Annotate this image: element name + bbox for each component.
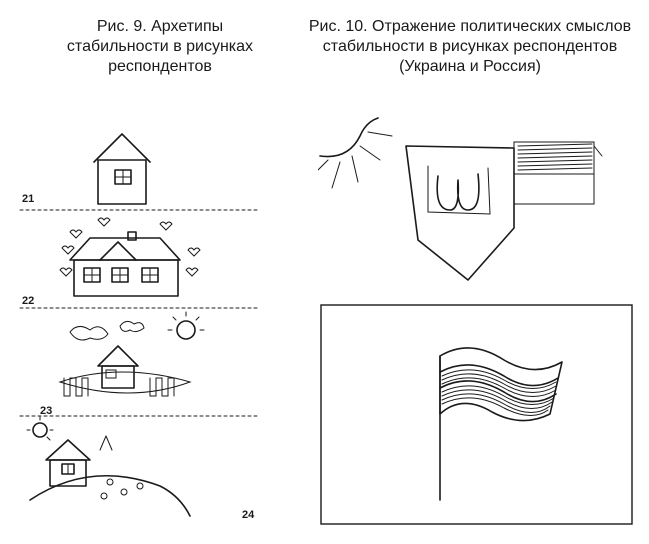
drawing-21-house: [20, 134, 260, 210]
russia-flag-sketch: [440, 348, 562, 500]
figure-9-caption-line-2: стабильности в рисунках: [66, 38, 254, 55]
figure-9-drawings: [10, 120, 270, 532]
drawing-number-22: 22: [22, 295, 35, 307]
drawing-frame: [321, 305, 632, 524]
drawing-22-house-with-hearts: [20, 218, 260, 308]
shield-with-trident: [406, 146, 514, 280]
figure-9-caption: [10, 17, 310, 77]
ukraine-flag-sketch: [514, 142, 602, 204]
figure-9-caption-line-3: респондентов: [108, 58, 212, 75]
sun-sketch: [318, 118, 392, 188]
figure-10-caption-line-3: (Украина и Россия): [399, 58, 541, 75]
figure-9-caption-line-1: Рис. 9. Архетипы: [96, 18, 224, 35]
figure-10-caption-line-1: Рис. 10. Отражение политических смыслов: [308, 18, 632, 35]
figure-10-ukraine-drawing: [318, 116, 630, 292]
figure-10-russia-drawing: [320, 304, 634, 526]
drawing-number-21: 21: [22, 193, 35, 205]
drawing-24-house-on-hill: [27, 417, 190, 516]
drawing-number-24: 24: [242, 509, 255, 521]
figure-10-caption: [300, 17, 640, 77]
figure-10-caption-line-2: стабильности в рисунках респондентов: [322, 38, 618, 55]
drawing-number-23: 23: [40, 405, 53, 417]
drawing-23-cottage: [20, 312, 260, 416]
